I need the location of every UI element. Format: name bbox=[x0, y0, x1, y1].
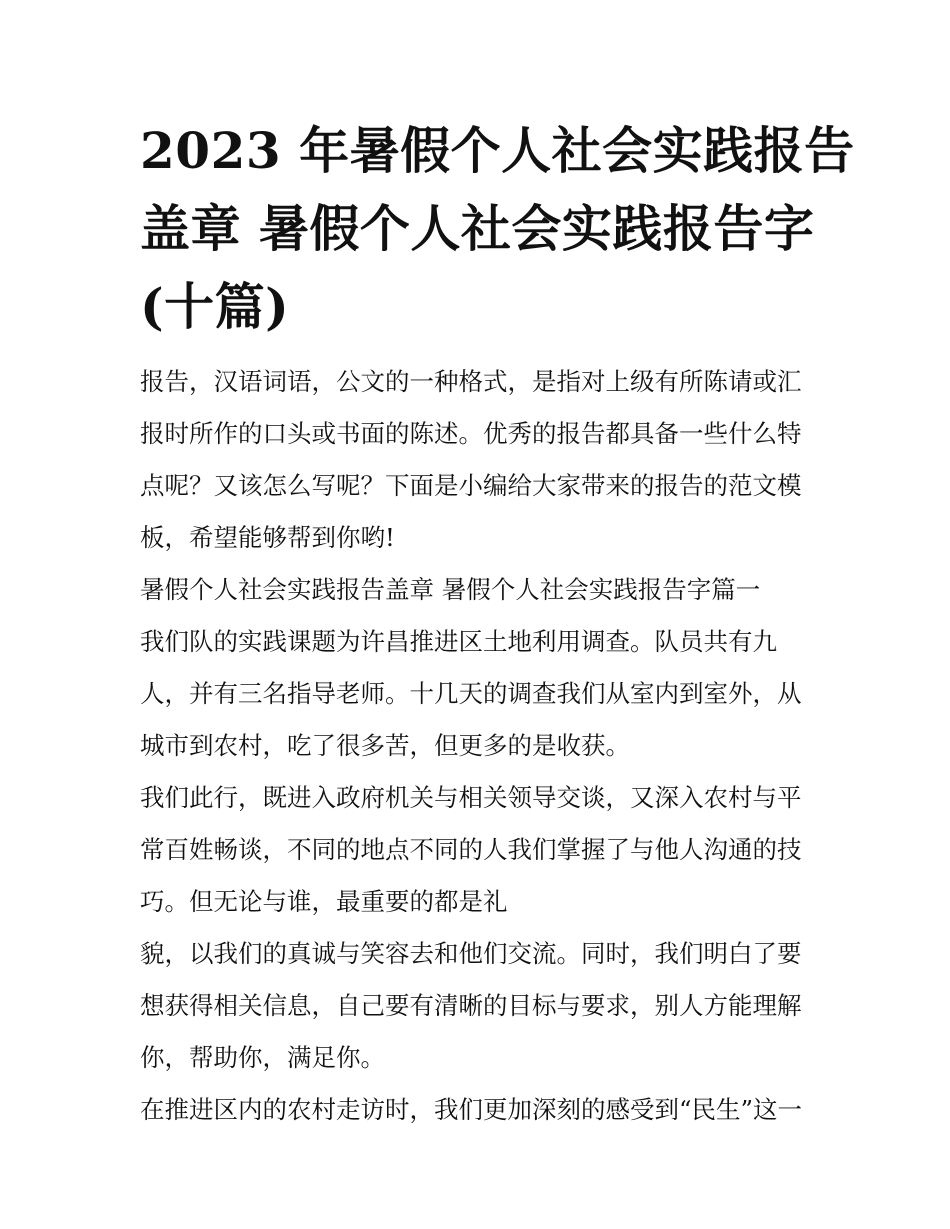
text-line: 在推进区内的农村走访时，我们更加深刻的感受到“民生”这一 bbox=[140, 1095, 803, 1124]
text-line: 报时所作的口头或书面的陈述。优秀的报告都具备一些什么特 bbox=[140, 419, 802, 448]
text-line: 城市到农村，吃了很多苦，但更多的是收获。 bbox=[140, 731, 630, 760]
intro-paragraph bbox=[140, 356, 820, 564]
document-title bbox=[140, 112, 855, 346]
text-line: 你，帮助你，满足你。 bbox=[140, 1043, 385, 1072]
text-line: 貌，以我们的真诚与笑容去和他们交流。同时，我们明白了要 bbox=[140, 939, 802, 968]
text-line: 点呢？又该怎么写呢？下面是小编给大家带来的报告的范文模 bbox=[140, 471, 802, 500]
body-paragraph bbox=[140, 1084, 820, 1136]
text-line: 报告，汉语词语，公文的一种格式，是指对上级有所陈请或汇 bbox=[140, 367, 802, 396]
text-line: 我们此行，既进入政府机关与相关领导交谈，又深入农村与平 bbox=[140, 783, 802, 812]
title-line: 盖章 暑假个人社会实践报告字 bbox=[140, 199, 815, 258]
section-heading bbox=[140, 564, 820, 616]
text-line: 想获得相关信息，自己要有清晰的目标与要求，别人方能理解 bbox=[140, 991, 802, 1020]
text-line: 暑假个人社会实践报告盖章 暑假个人社会实践报告字篇一 bbox=[140, 575, 761, 604]
body-paragraph bbox=[140, 928, 820, 1084]
text-line: 板，希望能够帮到你哟! bbox=[140, 523, 395, 552]
text-line: 人，并有三名指导老师。十几天的调查我们从室内到室外，从 bbox=[140, 679, 802, 708]
body-paragraph bbox=[140, 772, 820, 928]
text-line: 我们队的实践课题为许昌推进区土地利用调查。队员共有九 bbox=[140, 627, 777, 656]
body-paragraph bbox=[140, 616, 820, 772]
text-line: 常百姓畅谈，不同的地点不同的人我们掌握了与他人沟通的技 bbox=[140, 835, 802, 864]
text-line: 巧。但无论与谁，最重要的都是礼 bbox=[140, 887, 508, 916]
title-line: 2023 年暑假个人社会实践报告 bbox=[140, 121, 855, 180]
title-line: (十篇) bbox=[140, 277, 290, 336]
document-body bbox=[140, 356, 820, 1136]
